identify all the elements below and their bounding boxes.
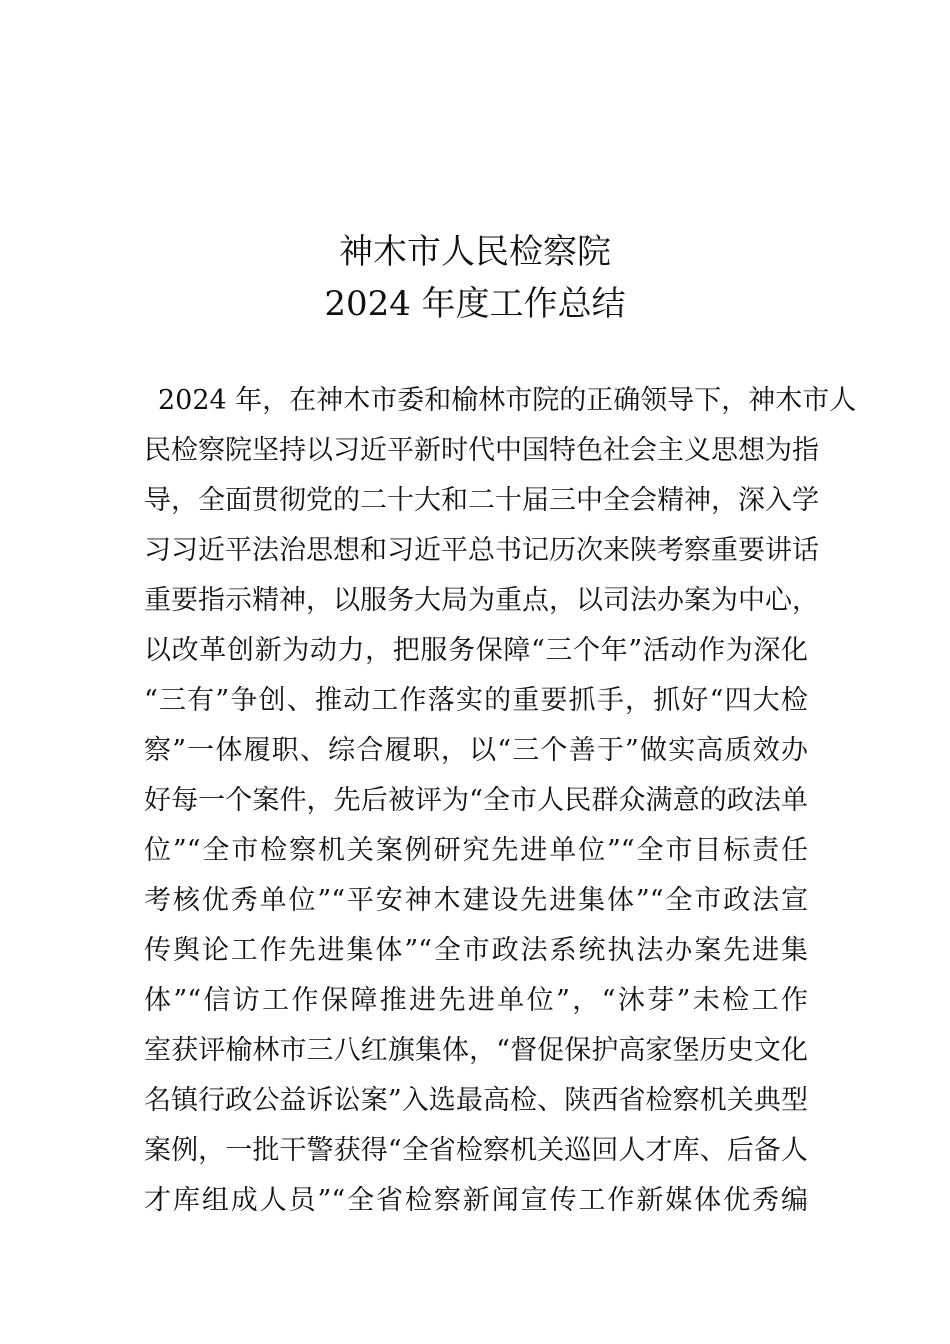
title-line-report: 2024 年度工作总结	[324, 284, 626, 324]
body-line: 传舆论工作先进集体”“全市政法系统执法办案先进集	[144, 935, 808, 966]
body-line: 导，全面贯彻党的二十大和二十届三中全会精神，深入学	[144, 485, 819, 516]
body-line: 才库组成人员”“全省检察新闻宣传工作新媒体优秀编	[144, 1185, 808, 1216]
body-line: 民检察院坚持以习近平新时代中国特色社会主义思想为指	[144, 435, 819, 466]
document-body	[144, 376, 857, 1226]
body-line: 案例，一批干警获得“全省检察机关巡回人才库、后备人	[144, 1135, 808, 1166]
body-line: 位”“全市检察机关案例研究先进单位”“全市目标责任	[144, 835, 808, 866]
body-line: 以改革创新为动力，把服务保障“三个年”活动作为深化	[144, 635, 808, 666]
body-line: 2024 年，在神木市委和榆林市院的正确领导下，神木市人	[158, 385, 857, 416]
document-title	[0, 226, 950, 330]
body-line: 体”“信访工作保障推进先进单位”，“沐芽”未检工作	[144, 985, 808, 1016]
body-line: 室获评榆林市三八红旗集体，“督促保护高家堡历史文化	[144, 1035, 808, 1066]
body-line: 察”一体履职、综合履职，以“三个善于”做实高质效办	[144, 735, 808, 766]
body-line: 重要指示精神，以服务大局为重点，以司法办案为中心，	[144, 585, 819, 616]
title-line-organization: 神木市人民检察院	[339, 232, 611, 272]
body-line: 习习近平法治思想和习近平总书记历次来陕考察重要讲话	[144, 535, 819, 566]
body-line: “三有”争创、推动工作落实的重要抓手，抓好“四大检	[144, 685, 808, 716]
body-line: 名镇行政公益诉讼案”入选最高检、陕西省检察机关典型	[144, 1085, 808, 1116]
body-line: 考核优秀单位”“平安神木建设先进集体”“全市政法宣	[144, 885, 808, 916]
body-line: 好每一个案件，先后被评为“全市人民群众满意的政法单	[144, 785, 808, 816]
